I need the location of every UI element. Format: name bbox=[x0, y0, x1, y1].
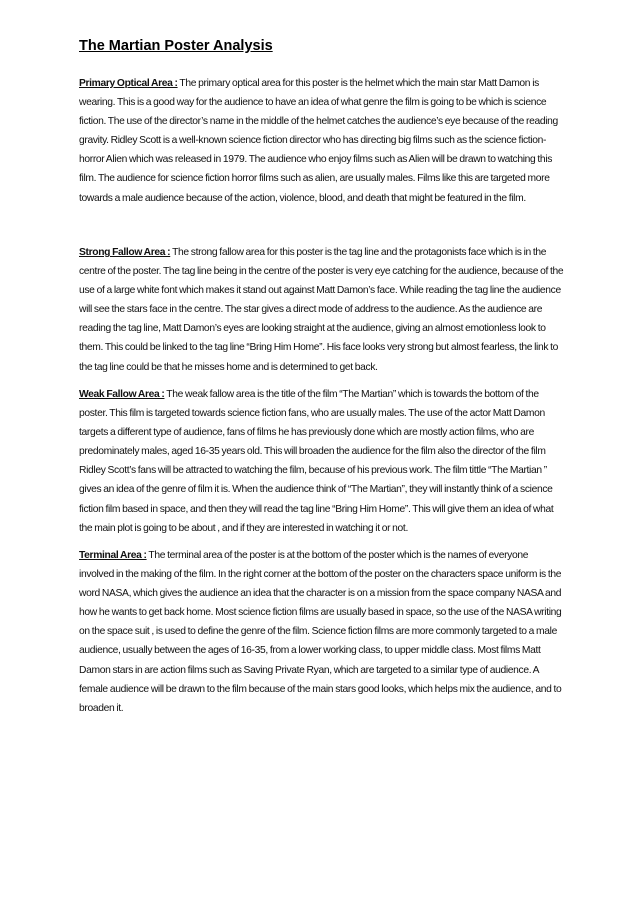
section-body: The terminal area of the poster is at the bottom of the poster which is the names of everyone involved in the making of the film. In the right corner at the bottom of the poster on the characters space uniform is the word NASA, which gives the audience an idea that the character is on a mission from the space company NASA and how he wants to get back home. Most science fiction films are usually based in space, so the use of the NASA writing on the space suit , is used to define the genre of the film. Science fiction films are more commonly targeted to a male audience, usually between the ages of 16-35, from a lower working class, to upper middle class. Most films Matt Damon stars in are action films such as Saving Private Ryan, which are targeted to a similar type of audience. A female audience will be drawn to the film because of the main stars good looks, which helps mix the audience, and to broaden it. bbox=[79, 550, 562, 714]
section-body: The primary optical area for this poster is the helmet which the main star Matt Damon is wearing. This is a good way for the audience to have an idea of what genre the film is going to be which is science fiction. The use of the director’s name in the middle of the helmet catches the audience’s eye because of the reading gravity. Ridley Scott is a well-known science fiction director who has directing big films such as the science fiction- horror Alien which was released in 1979. The audience who enjoy films such as Alien will be drawn to watching this film. The audience for science fiction horror films such as alien, are usually males. Films like this are targeted more towards a male audience because of the action, violence, blood, and death that might be featured in the film. bbox=[79, 78, 558, 204]
section-body: The strong fallow area for this poster is the tag line and the protagonists face which is in the centre of the poster. The tag line being in the centre of the poster is very eye catching for the audience, because of the use of a large white font which makes it stand out against Matt Damon’s face. While reading the tag line the audience will see the stars face in the centre. The star gives a direct mode of address to the audience. As the audience are reading the tag line, Matt Damon’s eyes are looking straight at the audience, giving an almost emotionless look to them. This could be linked to the tag line “Bring Him Home”. His face looks very strong but almost fearless, the link to the tag line could be that he misses home and is determined to get back. bbox=[79, 247, 564, 373]
section-body: The weak fallow area is the title of the film “The Martian” which is towards the bottom of the poster. This film is targeted towards science fiction fans, who are usually males. The use of the actor Matt Damon targets a different type of audience, fans of films he has previously done which are mostly action films, who are predominately males, aged 16-35 years old. This will broaden the audience for the film also the director of the film Ridley Scott’s fans will be attracted to watching the film, because of his previous work. The film tittle “The Martian ” gives an idea of the genre of film it is. When the audience think of “The Martian”, they will instantly think of a science fiction film based in space, and then they will read the tag line “Bring Him Home”. This will give them an idea of what the main plot is going to be about , and if they are interested in watching it or not. bbox=[79, 389, 554, 534]
weak-fallow-area-paragraph bbox=[79, 385, 565, 538]
section-heading: Primary Optical Area : bbox=[79, 78, 178, 89]
section-heading: Terminal Area : bbox=[79, 550, 147, 561]
section-heading: Strong Fallow Area : bbox=[79, 247, 171, 258]
primary-optical-area-paragraph bbox=[79, 74, 565, 208]
section-heading: Weak Fallow Area : bbox=[79, 389, 165, 400]
terminal-area-paragraph bbox=[79, 546, 565, 718]
strong-fallow-area-paragraph bbox=[79, 243, 565, 377]
page-title: The Martian Poster Analysis bbox=[79, 38, 273, 54]
